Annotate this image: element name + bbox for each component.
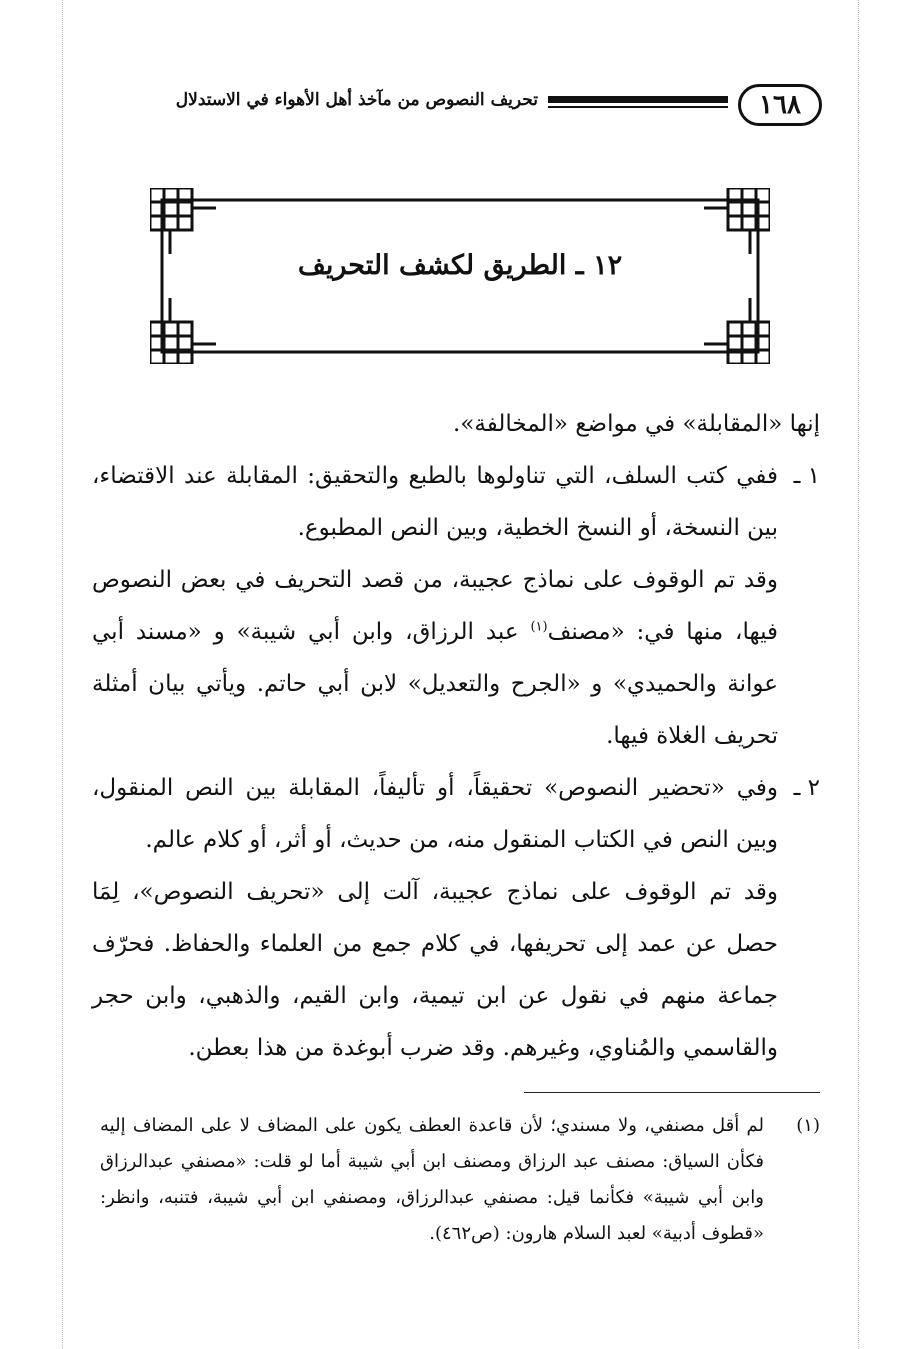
list-item-1 <box>92 450 820 554</box>
header-double-rule <box>548 96 728 112</box>
page-header <box>92 82 822 132</box>
corner-ornament-top-left <box>150 188 216 254</box>
chapter-title-frame <box>150 188 770 364</box>
page-number: ١٦٨ <box>759 90 801 120</box>
footnote-1-text: لم أقل مصنفي، ولا مسندي؛ لأن قاعدة العطف يكون على المضاف لا على المضاف إليه فكأن السياق: مصنف عبد الرزاق ومصنف ابن أبي شيبة أما لو قلت: «مصنفي عبدالرزاق وابن أبي شيبة» فكأنما قيل: مصنفي عبدالرزاق، ومصنفي ابن أبي شيبة، فتنبه، وانظر: «قطوف أدبية» لعبد السلام هارون: (ص٤٦٢). <box>100 1115 764 1244</box>
list-item-2-paragraph-2: وقد تم الوقوف على نماذج عجيبة، آلت إلى «تحريف النصوص»، لِمَا حصل عن عمد إلى تحريفها، في كلام جمع من العلماء والحفاظ. فحرّف جماعة منهم في نقول عن ابن تيمية، وابن القيم، والذهبي، وابن حجر والقاسمي والمُناوي، وغيرهم. وقد ضرب أبوغدة من هذا بعطن. <box>92 879 778 1061</box>
running-title: تحريف النصوص من مآخذ أهل الأهواء في الاستدلال <box>175 90 538 110</box>
list-item-1-p2-before: وقد تم الوقوف على نماذج عجيبة، من قصد التحريف في بعض النصوص فيها، منها في: «مصنف <box>92 567 779 645</box>
footnote-1 <box>100 1108 820 1252</box>
list-item-2 <box>92 762 820 866</box>
list-item-2-text: وفي «تحضير النصوص» تحقيقاً، أو تأليفاً، المقابلة بين النص المنقول، وبين النص في الكتاب المنقول منه، من حديث، أو أثر، أو كلام عالم. <box>92 775 778 853</box>
header-rule-thin <box>548 106 728 108</box>
corner-ornament-bottom-right <box>704 298 770 364</box>
corner-ornament-bottom-left <box>150 298 216 364</box>
intro-paragraph: إنها «المقابلة» في مواضع «المخالفة». <box>453 411 820 437</box>
list-item-1-p2-after: عبد الرزاق، وابن أبي شيبة» و «مسند أبي عوانة والحميدي» و «الجرح والتعديل» لابن أبي حاتم. ويأتي بيان أمثلة تحريف الغلاة فيها. <box>92 619 778 749</box>
footnote-marker-1[interactable]: (١) <box>530 619 548 635</box>
chapter-title: ١٢ ـ الطريق لكشف التحريف <box>297 250 623 281</box>
main-body <box>92 398 820 1074</box>
header-rule-thick <box>548 96 728 103</box>
list-item-1-number: ١ ـ <box>793 463 820 489</box>
list-item-2-number: ٢ ـ <box>793 775 820 801</box>
list-item-1-paragraph-2 <box>92 554 820 762</box>
scan-margin-line-right <box>858 0 859 1349</box>
footnote-1-number: (١) <box>796 1115 820 1136</box>
scan-margin-line-left <box>62 0 63 1349</box>
page-number-badge <box>738 84 822 126</box>
corner-ornament-top-right <box>704 188 770 254</box>
footnote-separator <box>524 1092 820 1093</box>
list-item-1-text: ففي كتب السلف، التي تناولوها بالطبع والتحقيق: المقابلة عند الاقتضاء، بين النسخة، أو النسخ الخطية، وبين النص المطبوع. <box>92 463 778 541</box>
